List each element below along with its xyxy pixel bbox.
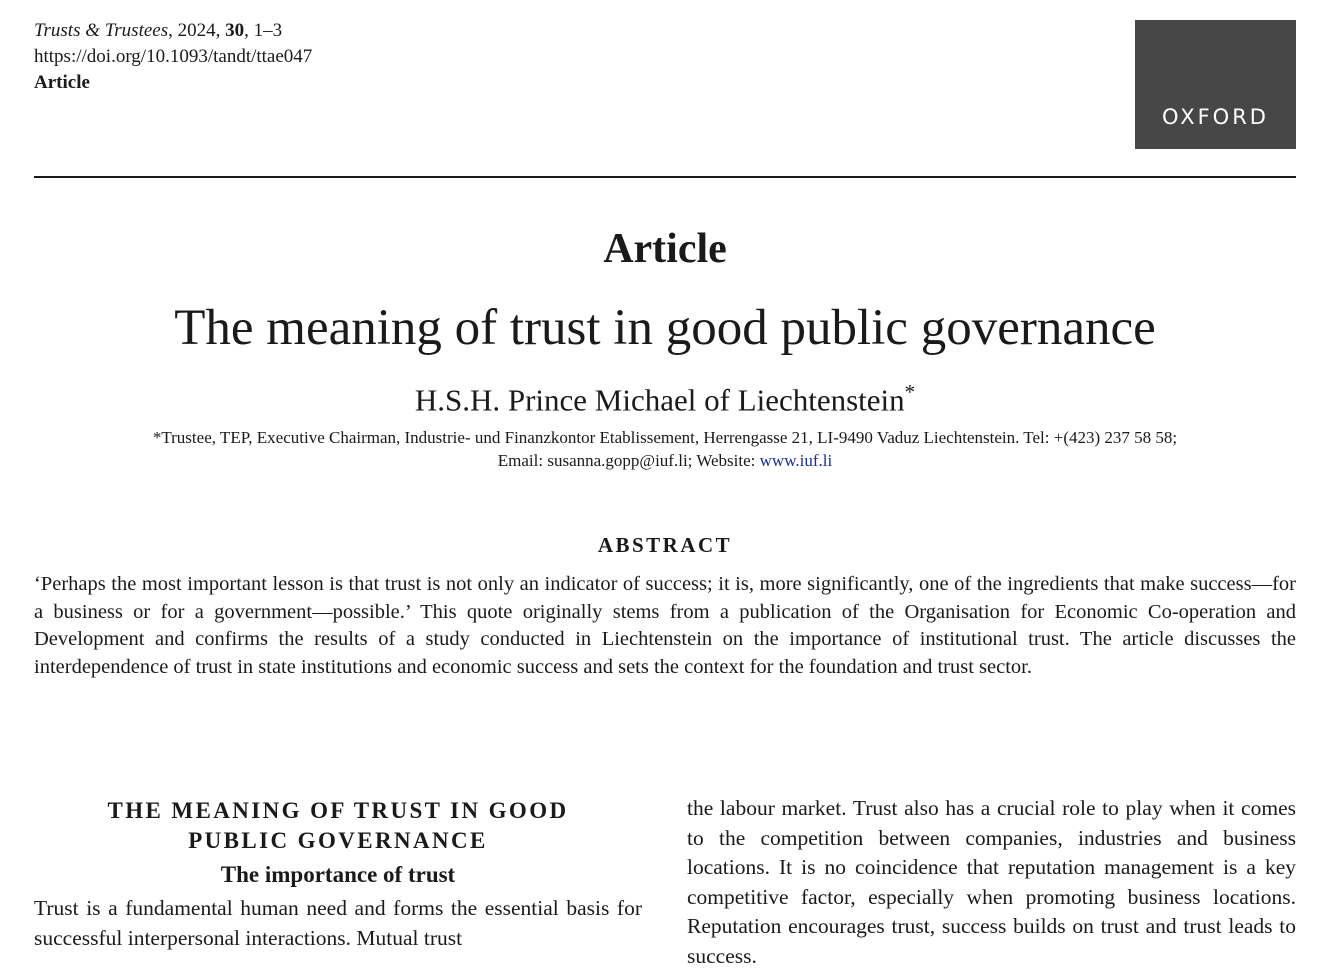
article-label: Article xyxy=(603,226,727,272)
author-name: H.S.H. Prince Michael of Liechtenstein xyxy=(414,382,905,418)
website-link[interactable]: www.iuf.li xyxy=(759,451,833,470)
citation-volume: 30 xyxy=(225,20,245,41)
author-footnote-marker: * xyxy=(904,380,916,404)
affiliation-line-1: *Trustee, TEP, Executive Chairman, Industrie- und Finanzkontor Etablissement, Herrengasse 21, LI-9490 Vaduz Liechtenstein. Tel: +(423) 237 58 58; xyxy=(152,428,1178,447)
right-column-paragraph: the labour market. Trust also has a crucial role to play when it comes to the competition between companies, industries and business locations. It is no coincidence that reputation management is a key competitive factor, especially when promoting business locations. Reputation encourages trust, success builds on trust and trust leads to success. xyxy=(687,796,1296,968)
abstract-text: ‘Perhaps the most important lesson is that trust is not only an indicator of success; it is, more significantly, one of the ingredients that make success—for a business or for a government—possible.’ This quote originally stems from a publication of the Organisation for Economic Co-operation and Development and confirms the results of a study conducted in Liechtenstein on the importance of institutional trust. The article discusses the interdependence of trust in state institutions and economic success and sets the context for the foundation and trust sector. xyxy=(34,573,1296,678)
author-line xyxy=(34,372,1296,420)
oxford-logo-text: OXFORD xyxy=(1162,105,1269,129)
body-column-left xyxy=(34,796,642,953)
article-page xyxy=(34,0,1296,968)
body-column-right xyxy=(687,794,1296,971)
section-heading-line-1: THE MEANING OF TRUST IN GOOD xyxy=(107,798,569,823)
section-heading-line-2: PUBLIC GOVERNANCE xyxy=(188,828,488,853)
journal-citation xyxy=(34,18,312,96)
article-title: The meaning of trust in good public governance xyxy=(174,300,1156,356)
header-divider xyxy=(34,176,1296,178)
article-type-label: Article xyxy=(34,72,90,93)
left-column-paragraph: Trust is a fundamental human need and forms the essential basis for successful interpersonal interactions. Mutual trust xyxy=(34,896,642,950)
oxford-logo xyxy=(1135,20,1296,149)
citation-year: , 2024, xyxy=(168,20,226,41)
contact-email: Email: susanna.gopp@iuf.li; Website: xyxy=(497,451,760,470)
abstract-heading: ABSTRACT xyxy=(597,533,733,557)
section-heading xyxy=(34,796,642,856)
citation-pages: , 1–3 xyxy=(244,20,283,41)
author-affiliation xyxy=(34,426,1296,472)
affiliation-line-2 xyxy=(34,449,1296,472)
journal-name: Trusts & Trustees xyxy=(34,20,169,41)
subsection-heading: The importance of trust xyxy=(220,862,456,887)
doi-link[interactable]: https://doi.org/10.1093/tandt/ttae047 xyxy=(34,46,313,67)
citation-line xyxy=(34,18,312,44)
